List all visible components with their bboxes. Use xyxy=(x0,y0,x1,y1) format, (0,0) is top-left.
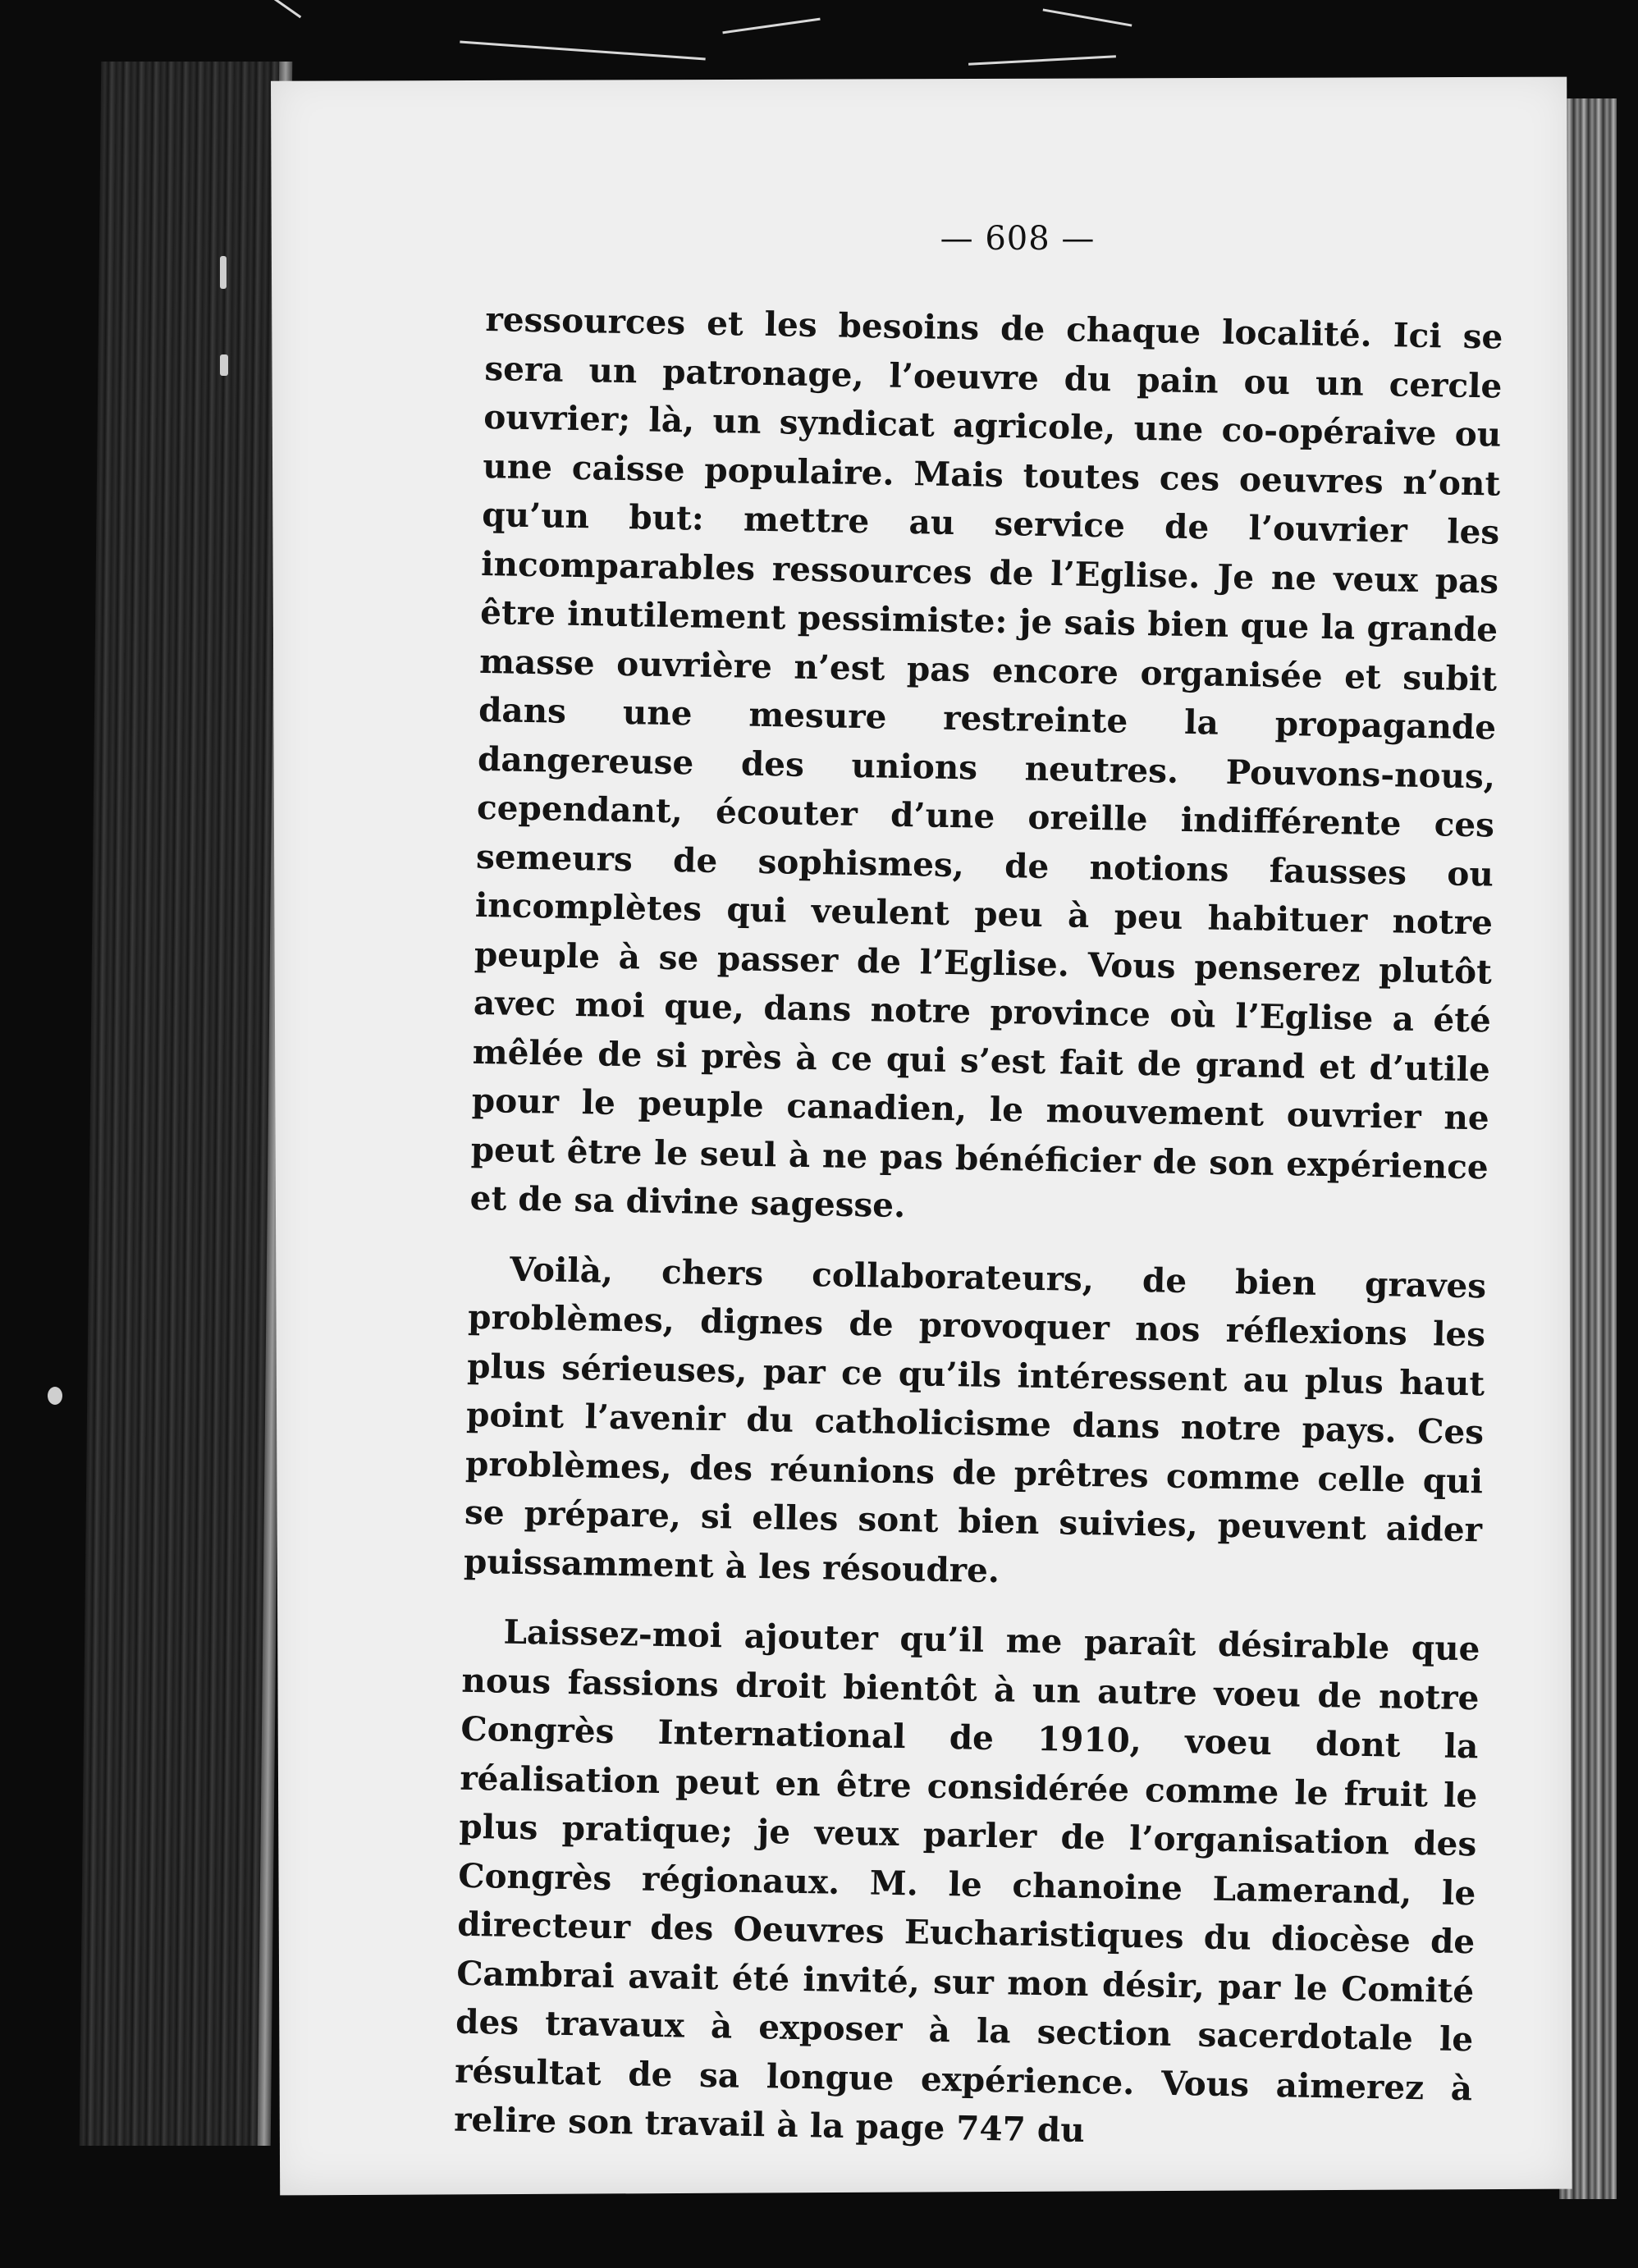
paragraph: ressources et les besoins de chaque localité. Ici se sera un patronage, l’oeuvre du pain ou un cercle ouvrier; là, un syndicat agricole, une co-opéraive ou une caisse populaire. Mais toutes ces oeuvres n’ont qu’un but: mettre au service de l’ouvrier les incomparables ressources de l’Eglise. Je ne veux pas être inutilement pessimiste: je sais bien que la grande masse ouvrière n’est pas encore organisée et subit dans une mesure restreinte la propagande dangereuse des unions neutres. Pouvons-nous, cependant, écouter d’une oreille indifférente ces semeurs de sophismes, de notions fausses ou incomplètes qui veulent peu à peu habituer notre peuple à se passer de l’Eglise. Vous penserez plutôt avec moi que, dans notre province où l’Eglise a été mêlée de si près à ce qui s’est fait de grand et d’utile pour le peuple canadien, le mouvement ouvrier ne peut être le seul à ne pas bénéficier de son expérience et de sa divine sagesse. xyxy=(469,299,1503,1226)
margin-speck xyxy=(48,1387,62,1405)
torn-edge-fragment xyxy=(460,41,705,61)
torn-edge-fragment xyxy=(722,18,820,34)
torn-edge-fragment xyxy=(968,55,1116,65)
book-left-edges xyxy=(80,62,286,2146)
page-number: — 608 — xyxy=(940,220,1096,258)
paragraph: Voilà, chers collaborateurs, de bien graves problèmes, dignes de provoquer nos réflexions les plus sérieuses, par ce qu’ils intéressent au plus haut point l’avenir du catholicisme dans notre pays. Ces problèmes, des réunions de prêtres comme celle qui se prépare, si elles sont bien suivies, peuvent aider puissamment à les résoudre. xyxy=(463,1249,1487,1590)
margin-speck xyxy=(220,354,228,376)
torn-edge-fragment xyxy=(1043,8,1132,26)
page-body xyxy=(454,295,1503,2162)
margin-speck xyxy=(220,256,226,289)
paragraph: Laissez-moi ajouter qu’il me paraît désirable que nous fassions droit bientôt à un autre voeu de notre Congrès International de 1910, voeu dont la réalisation peut en être considérée comme le fruit le plus pratique; je veux parler de l’organisation des Congrès régionaux. M. le chanoine Lamerand, le directeur des Oeuvres Eucharistiques du diocèse de Cambrai avait été invité, sur mon désir, par le Comité des travaux à exposer à la section sacerdotale le résultat de sa longue expérience. Vous aimerez à relire son travail à la page 747 du xyxy=(453,1612,1480,2151)
torn-edge-fragment xyxy=(273,0,301,18)
